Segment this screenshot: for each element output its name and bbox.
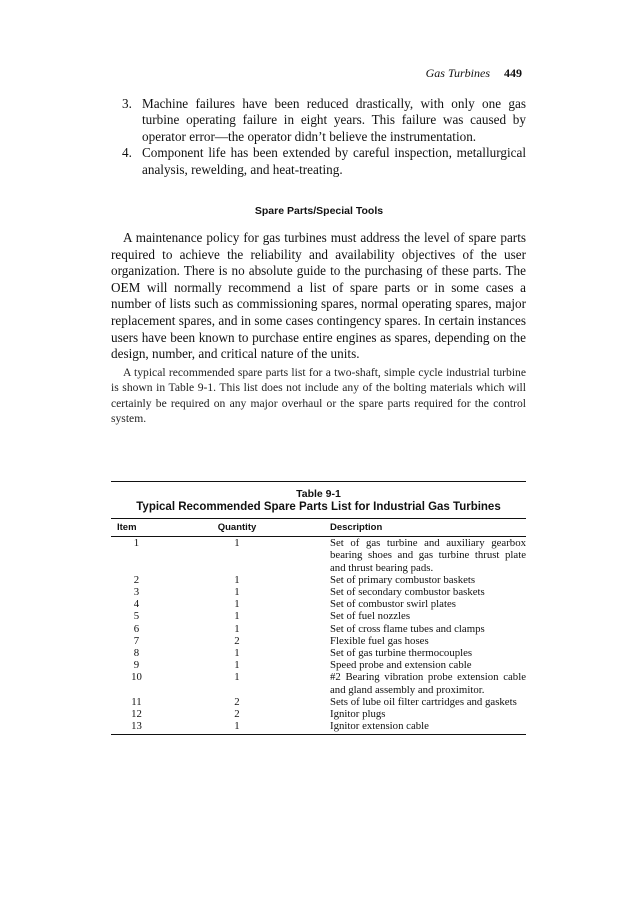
cell-quantity: 1	[234, 586, 240, 599]
table-row	[111, 647, 526, 659]
cell-item: 1	[133, 537, 140, 550]
page-number: 449	[504, 66, 522, 80]
table-row	[111, 574, 526, 586]
cell-quantity: 1	[234, 598, 240, 611]
cell-item: 8	[133, 647, 140, 660]
body-paragraph: A maintenance policy for gas turbines must address the level of spare parts required to achieve the reliability and availability objectives of the user organization. There is no absolute guide to the purchasing of these parts. The OEM will normally recommend a list of spare parts or in some cases a number of lists such as commissioning spares, normal operating spares, major replacement spares, and in some cases contingency spares. In certain instances users have been known to purchase entire engines as spares, depending on the design, number, and critical nature of the units.	[111, 230, 526, 362]
cell-description: Set of cross flame tubes and clamps	[330, 622, 485, 635]
column-header-description: Description	[312, 519, 526, 537]
cell-description: Set of gas turbine thermocouples	[330, 647, 473, 660]
table-top-rule	[111, 481, 526, 482]
cell-description: Speed probe and extension cable	[330, 659, 472, 672]
cell-quantity: 2	[234, 708, 240, 721]
cell-item: 10	[131, 671, 142, 684]
cell-description: Set of primary combustor baskets	[330, 573, 476, 586]
table-row	[111, 671, 526, 695]
cell-description: Set of fuel nozzles	[330, 610, 411, 623]
cell-quantity: 1	[234, 622, 240, 635]
cell-description: Ignitor extension cable	[330, 720, 429, 733]
cell-item: 3	[133, 586, 140, 599]
table-title: Typical Recommended Spare Parts List for Industrial Gas Turbines	[136, 501, 501, 513]
running-header	[426, 66, 522, 81]
table-row	[111, 720, 526, 734]
table-row	[111, 696, 526, 708]
list-item	[122, 96, 526, 145]
cell-quantity: 2	[234, 695, 240, 708]
cell-description: Set of gas turbine and auxiliary gearbox bearing shoes and gas turbine thrust plate and thrust bearing pads.	[330, 537, 526, 574]
cell-item: 11	[131, 695, 142, 708]
list-item-text: Component life has been extended by careful inspection, metallurgical analysis, rewelding, and heat-treating.	[142, 145, 526, 177]
table-row	[111, 708, 526, 720]
list-item	[122, 145, 526, 178]
cell-quantity: 1	[234, 720, 240, 733]
cell-quantity: 1	[234, 573, 240, 586]
table-row	[111, 586, 526, 598]
table-row	[111, 635, 526, 647]
table-row	[111, 537, 526, 574]
numbered-list	[122, 96, 526, 178]
cell-description: Ignitor plugs	[330, 708, 386, 721]
body-paragraph: A typical recommended spare parts list for a two-shaft, simple cycle industrial turbine is shown in Table 9-1. This list does not include any of the bolting materials which will certainly be required on any major overhaul or the spare parts required for the control system.	[111, 366, 526, 426]
table-row	[111, 610, 526, 622]
cell-quantity: 1	[234, 647, 240, 660]
cell-quantity: 1	[234, 537, 240, 550]
column-header-quantity: Quantity	[162, 519, 312, 537]
list-item-number: 3.	[122, 96, 132, 111]
cell-description: Sets of lube oil filter cartridges and gaskets	[330, 695, 517, 708]
table-row	[111, 623, 526, 635]
table-number: Table 9-1	[296, 488, 341, 500]
cell-item: 12	[131, 708, 142, 721]
list-item-text: Machine failures have been reduced drastically, with only one gas turbine operating failure in eight years. This failure was caused by operator error—the operator didn’t believe the instrumentation.	[142, 96, 526, 144]
table-row	[111, 598, 526, 610]
table-grid	[111, 519, 526, 734]
running-title: Gas Turbines	[425, 66, 490, 80]
column-header-item: Item	[111, 519, 162, 537]
section-heading: Spare Parts/Special Tools	[254, 205, 384, 217]
cell-item: 5	[133, 610, 140, 623]
table-bottom-rule	[111, 734, 526, 735]
cell-description: #2 Bearing vibration probe extension cable and gland assembly and proximitor.	[330, 671, 526, 696]
cell-item: 9	[133, 659, 140, 672]
list-item-number: 4.	[122, 145, 132, 161]
spare-parts-table	[111, 481, 526, 735]
cell-description: Flexible fuel gas hoses	[330, 634, 429, 647]
cell-quantity: 1	[234, 610, 240, 623]
cell-item: 13	[131, 720, 142, 733]
cell-item: 2	[133, 573, 140, 586]
cell-quantity: 2	[234, 634, 240, 647]
cell-item: 4	[133, 598, 140, 611]
cell-description: Set of secondary combustor baskets	[330, 586, 485, 599]
cell-quantity: 1	[234, 659, 240, 672]
cell-description: Set of combustor swirl plates	[330, 598, 456, 611]
cell-item: 6	[133, 622, 140, 635]
cell-item: 7	[133, 634, 140, 647]
table-row	[111, 659, 526, 671]
cell-quantity: 1	[234, 671, 240, 684]
table-header-row	[111, 519, 526, 537]
